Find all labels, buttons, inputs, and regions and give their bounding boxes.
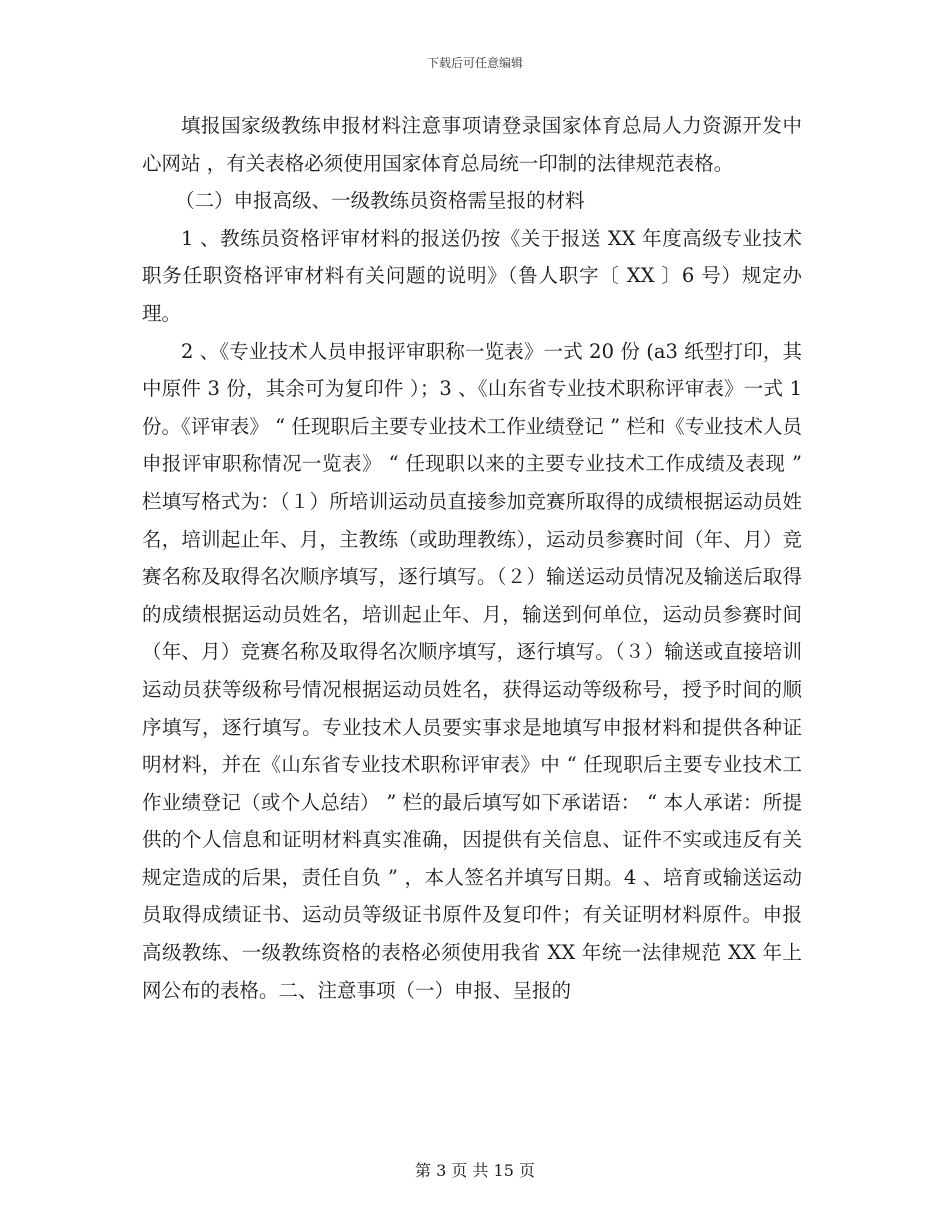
paragraph-intro: 填报国家级教练申报材料注意事项请登录国家体育总局人力资源开发中心网站 ，有关表格必须使用国家体育总局统一印制的法律规范表格。 <box>142 114 802 175</box>
page-header: 下载后可任意编辑 <box>426 56 523 70</box>
page-number-footer: 第 3 页 共 15 页 <box>415 1161 535 1180</box>
document-body <box>142 107 802 1009</box>
paragraph-item-2: 2 、《专业技术人员申报评审职称一览表》一式 20 份 (a3 纸型打印，其中原件 3 份，其余可为复印件 ）；3 、《山东省专业技术职称评审表》一式 1 份。《评审表》 “ 任现职后主要专业技术工作业绩登记 ” 栏和《专业技术人员申报评审职称情况一览表》 “ 任现职以来的主要专业技术工作成绩及表现 ” 栏填写格式为：（１）所培训运动员直接参加竞赛所取得的成绩根据运动员姓名，培训起止年、月，主教练（或助理教练），运动员参赛时间（年、月）竞赛名称及取得名次顺序填写，逐行填写。（２）输送运动员情况及输送后取得的成绩根据运动员姓名，培训起止年、月，输送到何单位，运动员参赛时间（年、月）竞赛名称及取得名次顺序填写，逐行填写。（３）输送或直接培训运动员获等级称号情况根据运动员姓名，获得运动等级称号，授予时间的顺序填写，逐行填写。专业技术人员要实事求是地填写申报材料和提供各种证明材料，并在《山东省专业技术职称评审表》中 “ 任现职后主要专业技术工作业绩登记（或个人总结） ” 栏的最后填写如下承诺语： “ 本人承诺：所提供的个人信息和证明材料真实准确，因提供有关信息、证件不实或违反有关规定造成的后果，责任自负 ” ，本人签名并填写日期。4 、培育或输送运动员取得成绩证书、运动员等级证书原件及复印件；有关证明材料原件。申报高级教练、一级教练资格的表格必须使用我省 XX 年统一法律规范 XX 年上网公布的表格。二、注意事项（一）申报、呈报的 <box>142 339 802 1002</box>
paragraph-section-heading: （二）申报高级、一级教练员资格需呈报的材料 <box>175 189 585 213</box>
paragraph-item-1: 1 、教练员资格评审材料的报送仍按《关于报送 XX 年度高级专业技术职务任职资格评审材料有关问题的说明》（鲁人职字〔 XX 〕6 号）规定办理。 <box>142 226 802 325</box>
